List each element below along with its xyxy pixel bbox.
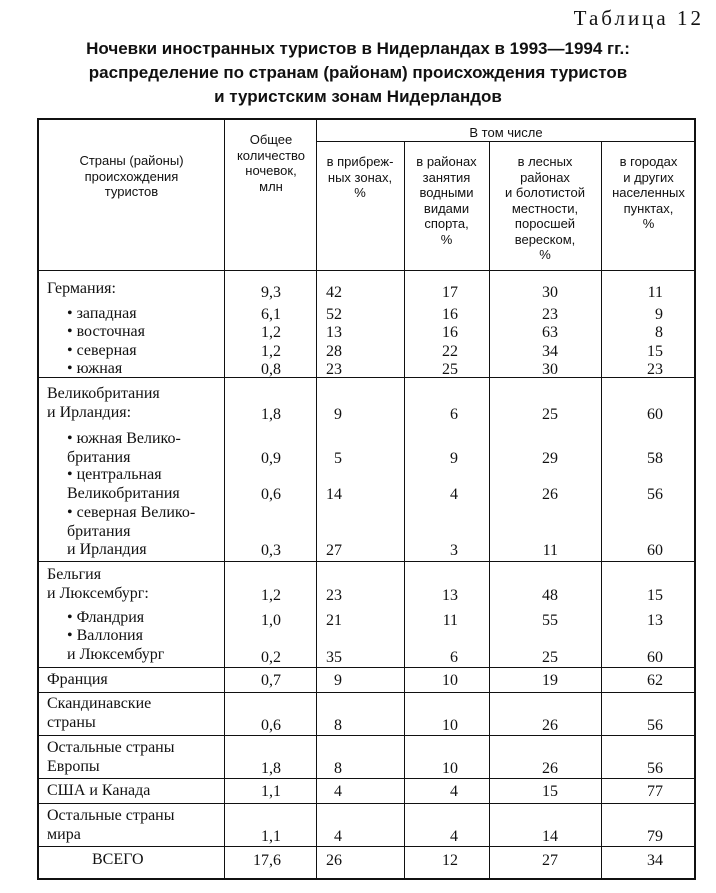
row-name: Остальные страны мира <box>47 807 175 843</box>
header-forest: в лесных районах и болотистой местности, поросшей вереском, % <box>505 154 585 262</box>
cell-cities: 56 <box>647 760 663 777</box>
row-divider <box>37 846 696 847</box>
header-water-sports: в районах занятия водными видами спорта, % <box>416 154 477 247</box>
cell-coastal: 8 <box>334 760 342 777</box>
cell-total: 0,3 <box>261 542 281 559</box>
cell-coastal: 26 <box>326 852 342 869</box>
cell-total: 1,8 <box>261 760 281 777</box>
cell-coastal: 52 <box>326 306 342 323</box>
cell-cities: 23 <box>647 361 663 378</box>
row-name: • северная Велико- британия и Ирландия <box>67 504 196 558</box>
cell-water: 4 <box>450 783 458 800</box>
cell-total: 0,6 <box>261 717 281 734</box>
cell-water: 25 <box>442 361 458 378</box>
row-name: • западная <box>67 305 137 322</box>
row-divider <box>37 270 696 271</box>
cell-water: 4 <box>450 828 458 845</box>
cell-total: 17,6 <box>253 852 281 869</box>
cell-total: 1,2 <box>261 343 281 360</box>
cell-water: 22 <box>442 343 458 360</box>
cell-water: 11 <box>442 612 458 629</box>
cell-forest: 14 <box>542 828 558 845</box>
cell-cities: 15 <box>647 343 663 360</box>
cell-total: 1,2 <box>261 587 281 604</box>
cell-coastal: 8 <box>334 717 342 734</box>
cell-coastal: 5 <box>334 450 342 467</box>
cell-forest: 26 <box>542 486 558 503</box>
row-divider <box>37 377 696 378</box>
cell-cities: 58 <box>647 450 663 467</box>
cell-cities: 11 <box>647 284 663 301</box>
cell-water: 3 <box>450 542 458 559</box>
row-name: • северная <box>67 342 137 359</box>
row-name: Бельгия и Люксембург: <box>47 566 149 602</box>
cell-forest: 34 <box>542 343 558 360</box>
cell-forest: 30 <box>542 361 558 378</box>
cell-water: 16 <box>442 324 458 341</box>
cell-coastal: 14 <box>326 486 342 503</box>
cell-coastal: 23 <box>326 361 342 378</box>
cell-cities: 9 <box>655 306 663 323</box>
cell-coastal: 21 <box>326 612 342 629</box>
cell-coastal: 13 <box>326 324 342 341</box>
table-title-line-2: распределение по странам (районам) происхождения туристов <box>88 63 628 82</box>
cell-total: 0,2 <box>261 649 281 666</box>
row-name: • центральная Великобритания <box>67 466 180 502</box>
table-title-line-1: Ночевки иностранных туристов в Нидерландах в 1993—1994 гг.: <box>86 39 630 58</box>
cell-coastal: 42 <box>326 284 342 301</box>
cell-cities: 13 <box>647 612 663 629</box>
table-label: Таблица 12 <box>573 6 704 30</box>
cell-water: 10 <box>442 760 458 777</box>
cell-water: 12 <box>442 852 458 869</box>
row-name: США и Канада <box>47 782 151 799</box>
header-coastal: в прибреж- ных зонах, % <box>326 154 394 200</box>
cell-water: 10 <box>442 672 458 689</box>
header-total: Общее количество ночевок, млн <box>236 132 306 194</box>
cell-cities: 15 <box>647 587 663 604</box>
cell-forest: 30 <box>542 284 558 301</box>
cell-total: 1,0 <box>261 612 281 629</box>
row-name: ВСЕГО <box>92 851 144 868</box>
cell-total: 1,1 <box>261 783 281 800</box>
row-divider <box>37 561 696 562</box>
row-name: • Валлония и Люксембург <box>67 627 165 663</box>
cell-cities: 8 <box>655 324 663 341</box>
cell-total: 1,8 <box>261 406 281 423</box>
row-name: Франция <box>47 671 108 688</box>
cell-forest: 25 <box>542 649 558 666</box>
cell-water: 6 <box>450 406 458 423</box>
cell-forest: 55 <box>542 612 558 629</box>
row-divider <box>37 692 696 693</box>
row-name: Германия: <box>47 280 116 297</box>
cell-forest: 19 <box>542 672 558 689</box>
cell-water: 13 <box>442 587 458 604</box>
header-cities: в городах и других населенных пунктах, % <box>612 154 685 231</box>
cell-total: 0,9 <box>261 450 281 467</box>
row-name: • Фландрия <box>67 609 145 626</box>
header-including: В том числе <box>469 125 543 140</box>
table-title-line-3: и туристским зонам Нидерландов <box>214 87 502 106</box>
cell-water: 16 <box>442 306 458 323</box>
cell-total: 0,8 <box>261 361 281 378</box>
row-name: Великобритания и Ирландия: <box>47 385 160 421</box>
cell-coastal: 4 <box>334 783 342 800</box>
cell-cities: 56 <box>647 486 663 503</box>
cell-forest: 27 <box>542 852 558 869</box>
cell-coastal: 9 <box>334 672 342 689</box>
cell-coastal: 35 <box>326 649 342 666</box>
cell-water: 4 <box>450 486 458 503</box>
cell-total: 1,1 <box>261 828 281 845</box>
cell-cities: 60 <box>647 406 663 423</box>
row-name: • южная Велико- британия <box>67 430 181 466</box>
cell-forest: 11 <box>542 542 558 559</box>
cell-cities: 34 <box>647 852 663 869</box>
cell-forest: 26 <box>542 717 558 734</box>
cell-coastal: 27 <box>326 542 342 559</box>
row-divider <box>37 778 696 779</box>
cell-water: 9 <box>450 450 458 467</box>
cell-cities: 60 <box>647 542 663 559</box>
cell-total: 1,2 <box>261 324 281 341</box>
cell-total: 6,1 <box>261 306 281 323</box>
header-country: Страны (районы) происхождения туристов <box>79 153 184 199</box>
cell-forest: 26 <box>542 760 558 777</box>
cell-coastal: 23 <box>326 587 342 604</box>
row-name: Скандинавские страны <box>47 695 152 731</box>
cell-total: 9,3 <box>261 284 281 301</box>
cell-coastal: 4 <box>334 828 342 845</box>
cell-forest: 15 <box>542 783 558 800</box>
row-divider <box>37 803 696 804</box>
cell-coastal: 9 <box>334 406 342 423</box>
cell-cities: 77 <box>647 783 663 800</box>
row-name: • южная <box>67 360 123 377</box>
column-divider <box>601 141 602 880</box>
row-divider <box>316 141 696 142</box>
row-divider <box>37 735 696 736</box>
cell-forest: 29 <box>542 450 558 467</box>
row-divider <box>37 667 696 668</box>
cell-cities: 56 <box>647 717 663 734</box>
cell-forest: 48 <box>542 587 558 604</box>
cell-cities: 62 <box>647 672 663 689</box>
cell-forest: 25 <box>542 406 558 423</box>
row-name: Остальные страны Европы <box>47 739 175 775</box>
cell-coastal: 28 <box>326 343 342 360</box>
row-name: • восточная <box>67 323 145 340</box>
cell-cities: 79 <box>647 828 663 845</box>
cell-cities: 60 <box>647 649 663 666</box>
cell-water: 6 <box>450 649 458 666</box>
column-divider <box>489 141 490 880</box>
cell-forest: 23 <box>542 306 558 323</box>
cell-water: 10 <box>442 717 458 734</box>
cell-total: 0,6 <box>261 486 281 503</box>
cell-forest: 63 <box>542 324 558 341</box>
cell-water: 17 <box>442 284 458 301</box>
cell-total: 0,7 <box>261 672 281 689</box>
